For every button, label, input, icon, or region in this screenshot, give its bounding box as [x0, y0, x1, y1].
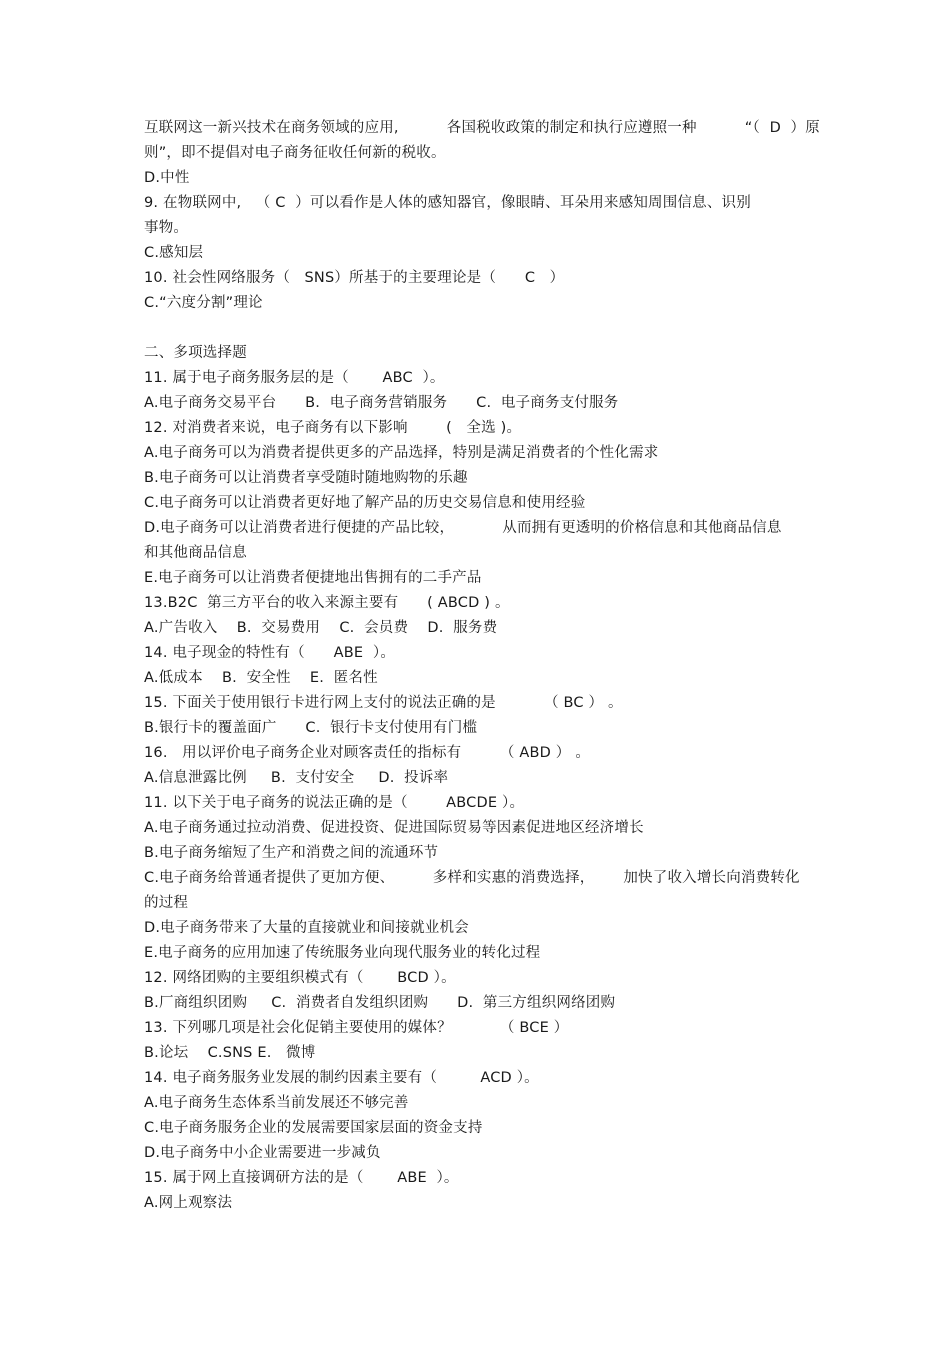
- question-line: 11. 属于电子商务服务层的是（ ABC ）。: [144, 370, 445, 386]
- answer-line: E.电子商务可以让消费者便捷地出售拥有的二手产品: [144, 570, 482, 586]
- answer-line: B.厂商组织团购 C. 消费者自发组织团购 D. 第三方组织网络团购: [144, 995, 616, 1011]
- question-line: 15. 下面关于使用银行卡进行网上支付的说法正确的是 （ BC ） 。: [144, 695, 623, 711]
- answer-line: E.电子商务的应用加速了传统服务业向现代服务业的转化过程: [144, 945, 541, 961]
- question-line: 9. 在物联网中, （ C ）可以看作是人体的感知器官，像眼睛、耳朵用来感知周围信息、识别: [144, 195, 751, 211]
- question-line: 11. 以下关于电子商务的说法正确的是（ ABCDE ）。: [144, 795, 525, 811]
- question-line: 12. 网络团购的主要组织模式有（ BCD ）。: [144, 970, 456, 986]
- answer-line: C.感知层: [144, 245, 204, 261]
- text-line: 的过程: [144, 895, 189, 911]
- answer-line: C.电子商务可以让消费者更好地了解产品的历史交易信息和使用经验: [144, 495, 586, 511]
- question-line: 14. 电子现金的特性有（ ABE ）。: [144, 645, 396, 661]
- answer-line: D.电子商务带来了大量的直接就业和间接就业机会: [144, 920, 469, 936]
- answer-line: B.电子商务缩短了生产和消费之间的流通环节: [144, 845, 439, 861]
- answer-line: D.中性: [144, 170, 190, 186]
- answer-line: D.电子商务中小企业需要进一步减负: [144, 1145, 381, 1161]
- answer-line: A.低成本 B. 安全性 E. 匿名性: [144, 670, 378, 686]
- answer-line: B.电子商务可以让消费者享受随时随地购物的乐趣: [144, 470, 468, 486]
- answer-line: A.广告收入 B. 交易费用 C. 会员费 D. 服务费: [144, 620, 498, 636]
- question-line: 10. 社会性网络服务（ SNS）所基于的主要理论是（ C ）: [144, 270, 565, 286]
- answer-line: C.电子商务给普通者提供了更加方便、 多样和实惠的消费选择， 加快了收入增长向消费转化: [144, 870, 800, 886]
- text-line: 互联网这一新兴技术在商务领域的应用, 各国税收政策的制定和执行应遵照一种 “（ D ）原: [144, 120, 820, 136]
- answer-line: A.信息泄露比例 B. 支付安全 D. 投诉率: [144, 770, 449, 786]
- text-line: 则”，即不提倡对电子商务征收任何新的税收。: [144, 145, 446, 161]
- text-line: 事物。: [144, 220, 189, 236]
- text-line: 和其他商品信息: [144, 545, 247, 561]
- answer-line: C.电子商务服务企业的发展需要国家层面的资金支持: [144, 1120, 483, 1136]
- answer-line: A.电子商务通过拉动消费、促进投资、促进国际贸易等因素促进地区经济增长: [144, 820, 644, 836]
- answer-line: A.电子商务可以为消费者提供更多的产品选择，特别是满足消费者的个性化需求: [144, 445, 659, 461]
- section-heading: 二、多项选择题: [144, 345, 247, 361]
- answer-line: D.电子商务可以让消费者进行便捷的产品比较， 从而拥有更透明的价格信息和其他商品信息: [144, 520, 782, 536]
- answer-line: A.电子商务生态体系当前发展还不够完善: [144, 1095, 409, 1111]
- question-line: 13.B2C 第三方平台的收入来源主要有 ( ABCD ) 。: [144, 595, 510, 611]
- answer-line: A.电子商务交易平台 B. 电子商务营销服务 C. 电子商务支付服务: [144, 395, 619, 411]
- answer-line: A.网上观察法: [144, 1195, 233, 1211]
- answer-line: C.“六度分割”理论: [144, 295, 263, 311]
- question-line: 13. 下列哪几项是社会化促销主要使用的媒体？ （ BCE ）: [144, 1020, 569, 1036]
- question-line: 12. 对消费者来说，电子商务有以下影响 ( 全选 )。: [144, 420, 522, 436]
- question-line: 16. 用以评价电子商务企业对顾客责任的指标有 （ ABD ） 。: [144, 745, 591, 761]
- answer-line: B.银行卡的覆盖面广 C. 银行卡支付使用有门槛: [144, 720, 478, 736]
- question-line: 15. 属于网上直接调研方法的是（ ABE ）。: [144, 1170, 459, 1186]
- answer-line: B.论坛 C.SNS E. 微博: [144, 1045, 316, 1061]
- question-line: 14. 电子商务服务业发展的制约因素主要有（ ACD ）。: [144, 1070, 539, 1086]
